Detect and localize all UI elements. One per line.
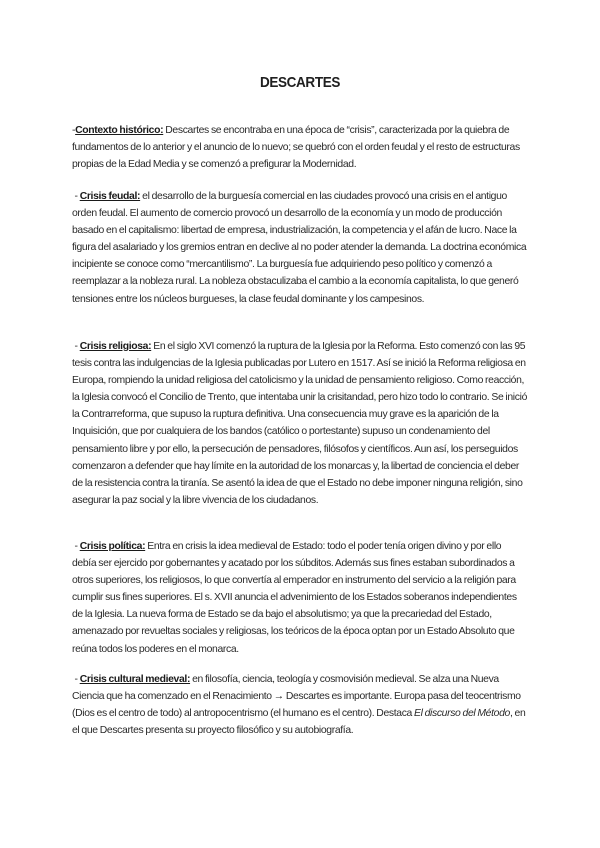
section-contexto-historico (72, 122, 527, 173)
section-heading: Contexto histórico: (75, 125, 164, 136)
section-prefix: - (72, 125, 76, 136)
section-body-continued: , en el que Descartes presenta su proyecto filosófico y su autobiografía. (72, 708, 526, 737)
section-crisis-cultural (72, 671, 527, 739)
section-heading: Crisis feudal: (79, 191, 141, 202)
section-body: Entra en crisis la idea medieval de Estado: todo el poder tenía origen divino y por ello debía ser ejercido por gobernantes y acatado por los súbditos. Además sus fines estaban subordinados a otros superiores, los religiosos, lo que convertía al emperador en instrumento del servicio a la religión para cumplir sus fines superiores. El s. XVII anuncia el advenimiento de los Estados soberanos independientes de la Iglesia. La nueva forma de Estado se da bajo el absolutismo; ya que la precariedad del Estado, amenazado por revueltas sociales y religiosas, los teóricos de la época optan por un Estado Absoluto que reúna todos los poderes en el monarca. (72, 541, 517, 655)
section-body: Descartes se encontraba en una época de “crisis”, caracterizada por la quiebra de fundamentos de lo anterior y el anuncio de lo nuevo; se quebró con el orden feudal y el resto de estructuras propias de la Edad Media y se comenzó a prefigurar la Modernidad. (72, 125, 520, 171)
section-heading: Crisis política: (79, 541, 146, 552)
section-body: En el siglo XVI comenzó la ruptura de la Iglesia por la Reforma. Esto comenzó con las 95 tesis contra las indulgencias de la Iglesia publicadas por Lutero en 1517. Así se inició la Reforma religiosa en Europa, rompiendo la unidad religiosa del catolicismo y la unidad de pensamiento religioso. Como reacción, la Iglesia convocó el Concilio de Trento, que intentaba unir la crisitandad, pero hizo todo lo contrario. Se inició la Contrarreforma, que supuso la ruptura definitiva. Una consecuencia muy grave es la aparición de la Inquisición, que por cualquiera de los bandos (católico o portestante) supuso un condenamiento del pensamiento libre y por ello, la persecución de pensadores, filósofos y científicos. Aun así, los perseguidos comenzaron a defender que hay límite en la autoridad de los monarcas y, la libertad de conciencia el deber de la resistencia contra la tiranía. Se asentó la idea de que el Estado no debe imponer ninguna religión, sino asegurar la paz social y la libre vivencia de los ciudadanos. (72, 341, 527, 506)
section-crisis-politica (72, 538, 527, 658)
section-body: en filosofía, ciencia, teología y cosmovisión medieval. Se alza una Nueva Ciencia que ha comenzado en el Renacimiento → Descartes es importante. Europa pasa del teocentrismo (Dios es el centro de todo) al antropocentrismo (el humano es el centro). Destaca (72, 674, 521, 720)
section-prefix: - (72, 191, 80, 202)
section-body: el desarrollo de la burguesía comercial en las ciudades provocó una crisis en el antiguo orden feudal. El aumento de comercio provocó un desarrollo de la economía y un modo de producción basado en el capitalismo: libertad de empresa, industrialización, la competencia y el afán de lucro. Nace la figura del asalariado y los gremios entran en declive al no poder atender la demanda. La doctrina económica incipiente se conoce como “mercantilismo”. La burguesía fue adquiriendo peso político y comenzó a reemplazar a la nobleza rural. La nobleza obstaculizaba el cambio a la economía capitalista, lo que generó tensiones entre los núcleos burgueses, la clase feudal dominante y los campesinos. (72, 191, 527, 305)
section-prefix: - (72, 341, 80, 352)
section-crisis-religiosa (72, 338, 527, 509)
section-prefix: - (72, 541, 80, 552)
book-title: El discurso del Método (414, 708, 510, 720)
section-prefix: - (72, 674, 80, 685)
section-crisis-feudal (72, 188, 527, 308)
section-heading: Crisis religiosa: (79, 341, 152, 352)
section-heading: Crisis cultural medieval: (79, 674, 191, 685)
document-title: DESCARTES (259, 74, 341, 91)
